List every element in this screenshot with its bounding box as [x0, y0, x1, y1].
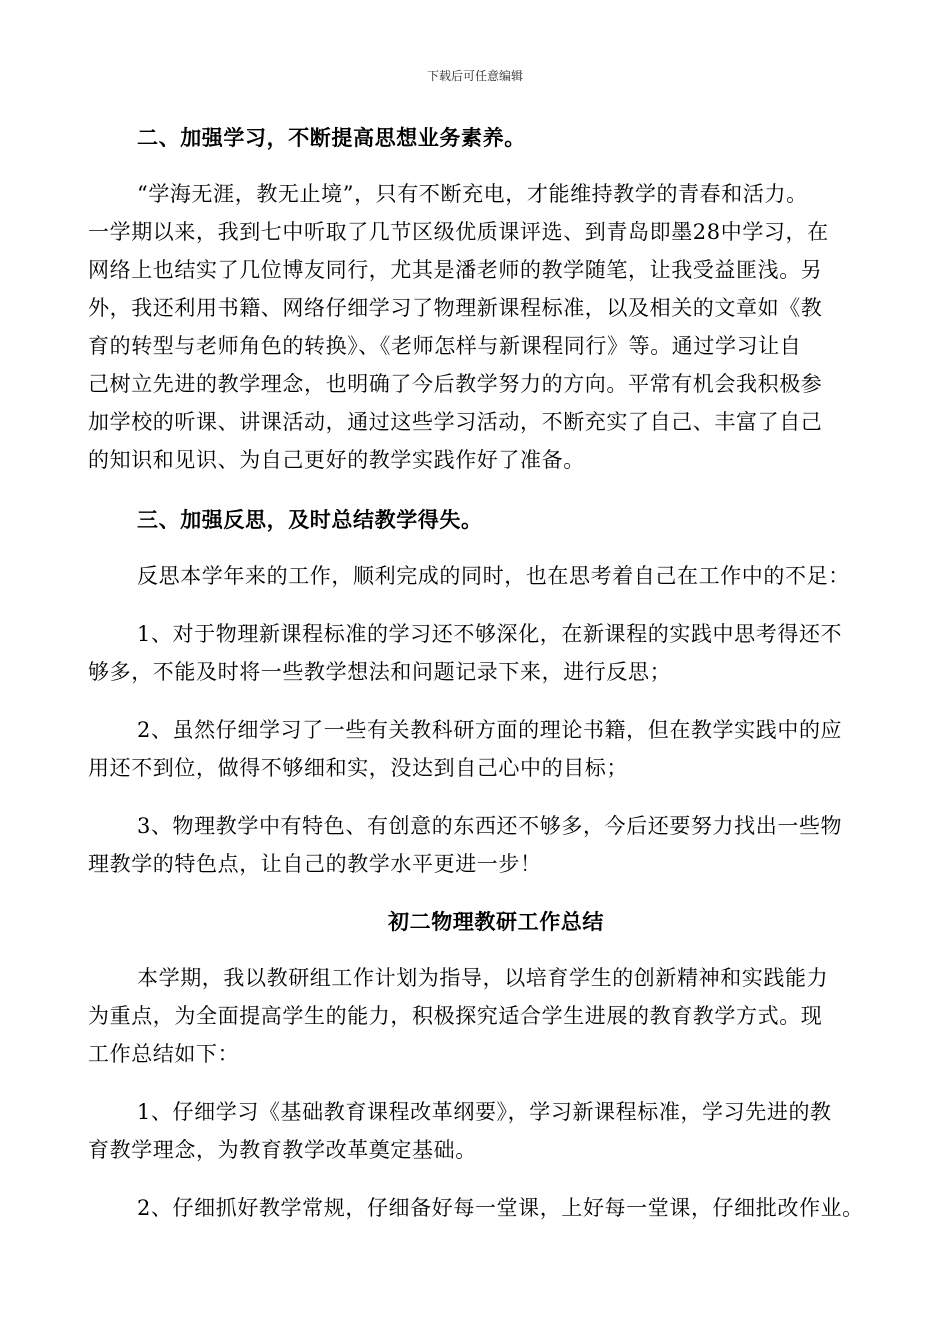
paragraph-line: 的知识和见识、为自己更好的教学实践作好了准备。	[88, 448, 585, 472]
paragraph-line: “学海无涯，教无止境”，只有不断充电，才能维持教学的青春和活力。	[137, 182, 808, 206]
paragraph-line: 己树立先进的教学理念，也明确了今后教学努力的方向。平常有机会我积极参	[88, 372, 823, 396]
paragraph-line: 本学期，我以教研组工作计划为指导，以培育学生的创新精神和实践能力	[137, 966, 829, 990]
paragraph-line: 工作总结如下：	[88, 1042, 240, 1066]
paragraph-line: 为重点，为全面提高学生的能力，积极探究适合学生进展的教育教学方式。现	[88, 1004, 823, 1028]
list-item-line: 3、物理教学中有特色、有创意的东西还不够多，今后还要努力找出一些物	[137, 814, 843, 838]
document-title: 初二物理教研工作总结	[388, 909, 604, 934]
paragraph-line: 一学期以来，我到七中听取了几节区级优质课评选、到青岛即墨28中学习，在	[88, 220, 829, 244]
paragraph-line: 加学校的听课、讲课活动，通过这些学习活动，不断充实了自己、丰富了自己	[88, 410, 823, 434]
list-item-line: 1、仔细学习《基础教育课程改革纲要》，学习新课程标准，学习先进的教	[137, 1100, 832, 1124]
paragraph-line: 网络上也结实了几位博友同行，尤其是潘老师的教学随笔，让我受益匪浅。另	[88, 258, 823, 282]
list-item-line: 2、虽然仔细学习了一些有关教科研方面的理论书籍，但在教学实践中的应	[137, 718, 843, 742]
list-item-line: 够多，不能及时将一些教学想法和问题记录下来，进行反思；	[88, 660, 672, 684]
list-item-line: 1、对于物理新课程标准的学习还不够深化，在新课程的实践中思考得还不	[137, 622, 843, 646]
paragraph-line: 反思本学年来的工作，顺利完成的同时，也在思考着自己在工作中的不足：	[137, 564, 850, 588]
paragraph-line: 外，我还利用书籍、网络仔细学习了物理新课程标准，以及相关的文章如《教	[88, 296, 823, 320]
list-item-line: 育教学理念，为教育教学改革奠定基础。	[88, 1138, 477, 1162]
section-heading-3: 三、加强反思，及时总结教学得失。	[137, 507, 483, 532]
section-heading-2: 二、加强学习，不断提高思想业务素养。	[137, 125, 526, 150]
paragraph-line: 育的转型与老师角色的转换》、《老师怎样与新课程同行》等。通过学习让自	[88, 334, 802, 358]
header-note: 下载后可任意编辑	[426, 69, 523, 83]
list-item-line: 理教学的特色点，让自己的教学水平更进一步！	[88, 852, 542, 876]
list-item-line: 用还不到位，做得不够细和实，没达到自己心中的目标；	[88, 756, 628, 780]
list-item-line: 2、仔细抓好教学常规，仔细备好每一堂课，上好每一堂课，仔细批改作业。	[137, 1196, 864, 1220]
